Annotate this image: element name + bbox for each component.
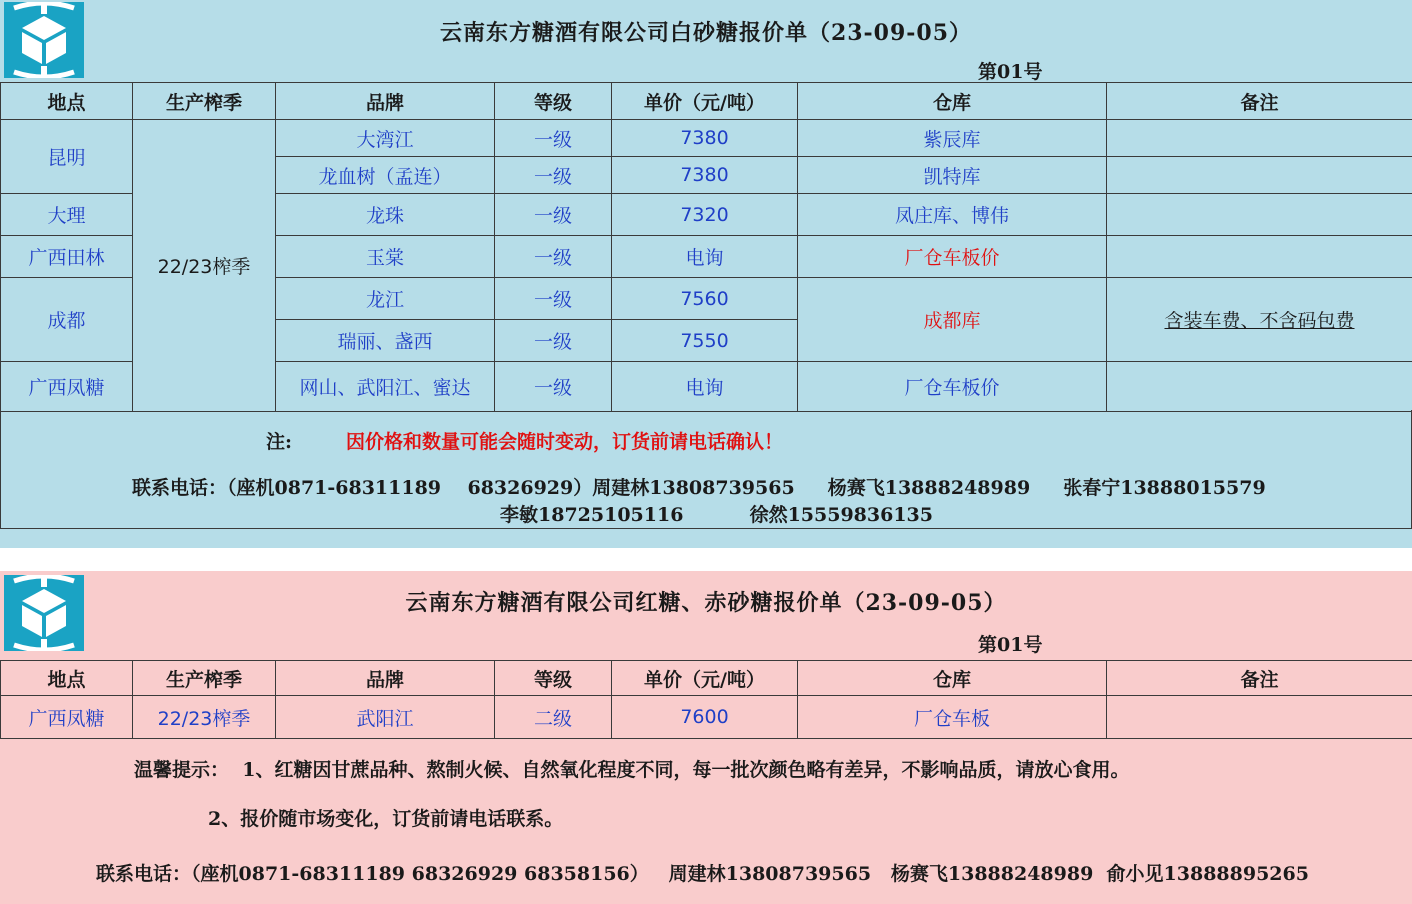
price-cell: 电询 (612, 236, 798, 278)
grade-cell: 一级 (495, 278, 612, 320)
season-cell: 22/23榨季 (133, 696, 276, 739)
location-cell: 广西凤糖 (1, 362, 133, 412)
grade-cell: 一级 (495, 362, 612, 412)
location-cell: 大理 (1, 194, 133, 236)
price-cell: 7320 (612, 194, 798, 236)
warehouse-cell: 凤庄库、博伟 (798, 194, 1107, 236)
remark-cell (1107, 696, 1412, 739)
brand-cell: 龙血树（孟连） (276, 157, 495, 194)
contact-line: 联系电话：（座机0871-68311189 68326929）周建林13808739565 杨赛飞13888248989 张春宁13888015579 (132, 477, 1266, 499)
header-location: 地点 (1, 661, 133, 696)
season-cell: 22/23榨季 (133, 120, 276, 412)
location-cell: 广西田林 (1, 236, 133, 278)
brand-cell: 瑞丽、盏西 (276, 320, 495, 362)
location-cell: 广西凤糖 (1, 696, 133, 739)
sheet1-number: 第01号 (978, 61, 1043, 83)
price-cell: 7600 (612, 696, 798, 739)
header-season: 生产榨季 (133, 83, 276, 120)
white-sugar-price-table (0, 82, 1412, 412)
brand-cell: 玉棠 (276, 236, 495, 278)
warehouse-cell: 紫辰库 (798, 120, 1107, 157)
price-cell: 7380 (612, 157, 798, 194)
grade-cell: 二级 (495, 696, 612, 739)
brand-cell: 武阳江 (276, 696, 495, 739)
remark-cell (1107, 362, 1412, 412)
brand-cell: 网山、武阳江、蜜达 (276, 362, 495, 412)
remark-cell (1107, 157, 1412, 194)
header-warehouse: 仓库 (798, 83, 1107, 120)
note-text: 因价格和数量可能会随时变动，订货前请电话确认！ (346, 431, 784, 453)
price-cell: 电询 (612, 362, 798, 412)
header-brand: 品牌 (276, 83, 495, 120)
header-remark: 备注 (1107, 661, 1412, 696)
brand-cell: 龙珠 (276, 194, 495, 236)
header-season: 生产榨季 (133, 661, 276, 696)
note-label: 注: (266, 431, 293, 453)
remark-cell: 含装车费、不含码包费 (1107, 278, 1412, 362)
warehouse-cell: 厂仓车板价 (798, 236, 1107, 278)
table-header-row (1, 661, 1412, 696)
header-grade: 等级 (495, 661, 612, 696)
sheet2-number: 第01号 (978, 634, 1043, 656)
brown-sugar-quote-sheet (0, 571, 1412, 904)
warehouse-cell: 厂仓车板价 (798, 362, 1107, 412)
warehouse-cell: 凯特库 (798, 157, 1107, 194)
header-price: 单价（元/吨） (612, 83, 798, 120)
remark-cell (1107, 120, 1412, 157)
location-cell: 成都 (1, 278, 133, 362)
header-brand: 品牌 (276, 661, 495, 696)
table-row (1, 120, 1412, 157)
brown-sugar-price-table (0, 660, 1412, 739)
remark-cell (1107, 236, 1412, 278)
sheet2-title: 云南东方糖酒有限公司红糖、赤砂糖报价单（23-09-05） (405, 590, 1007, 616)
header-warehouse: 仓库 (798, 661, 1107, 696)
warehouse-cell: 成都库 (798, 278, 1107, 362)
grade-cell: 一级 (495, 236, 612, 278)
price-cell: 7380 (612, 120, 798, 157)
sheet1-title: 云南东方糖酒有限公司白砂糖报价单（23-09-05） (439, 20, 973, 46)
header-grade: 等级 (495, 83, 612, 120)
header-price: 单价（元/吨） (612, 661, 798, 696)
grade-cell: 一级 (495, 157, 612, 194)
grade-cell: 一级 (495, 120, 612, 157)
table-header-row (1, 83, 1412, 120)
remark-cell (1107, 194, 1412, 236)
warm-tip-1: 温馨提示： 1、红糖因甘蔗品种、熬制火候、自然氧化程度不同，每一批次颜色略有差异，不影响品质，请放心食用。 (134, 759, 1130, 781)
brand-cell: 龙江 (276, 278, 495, 320)
warehouse-cell: 厂仓车板 (798, 696, 1107, 739)
contact-line: 联系电话：（座机0871-68311189 68326929 68358156） 周建林13808739565 杨赛飞13888248989 俞小见13888895265 (96, 863, 1309, 885)
grade-cell: 一级 (495, 320, 612, 362)
warm-tip-2: 2、报价随市场变化，订货前请电话联系。 (208, 808, 564, 830)
price-cell: 7550 (612, 320, 798, 362)
table-row (1, 696, 1412, 739)
grade-cell: 一级 (495, 194, 612, 236)
header-location: 地点 (1, 83, 133, 120)
brand-cell: 大湾江 (276, 120, 495, 157)
price-cell: 7560 (612, 278, 798, 320)
location-cell: 昆明 (1, 120, 133, 194)
header-remark: 备注 (1107, 83, 1412, 120)
contact-line: 李敏18725105116 徐然15559836135 (500, 504, 933, 526)
